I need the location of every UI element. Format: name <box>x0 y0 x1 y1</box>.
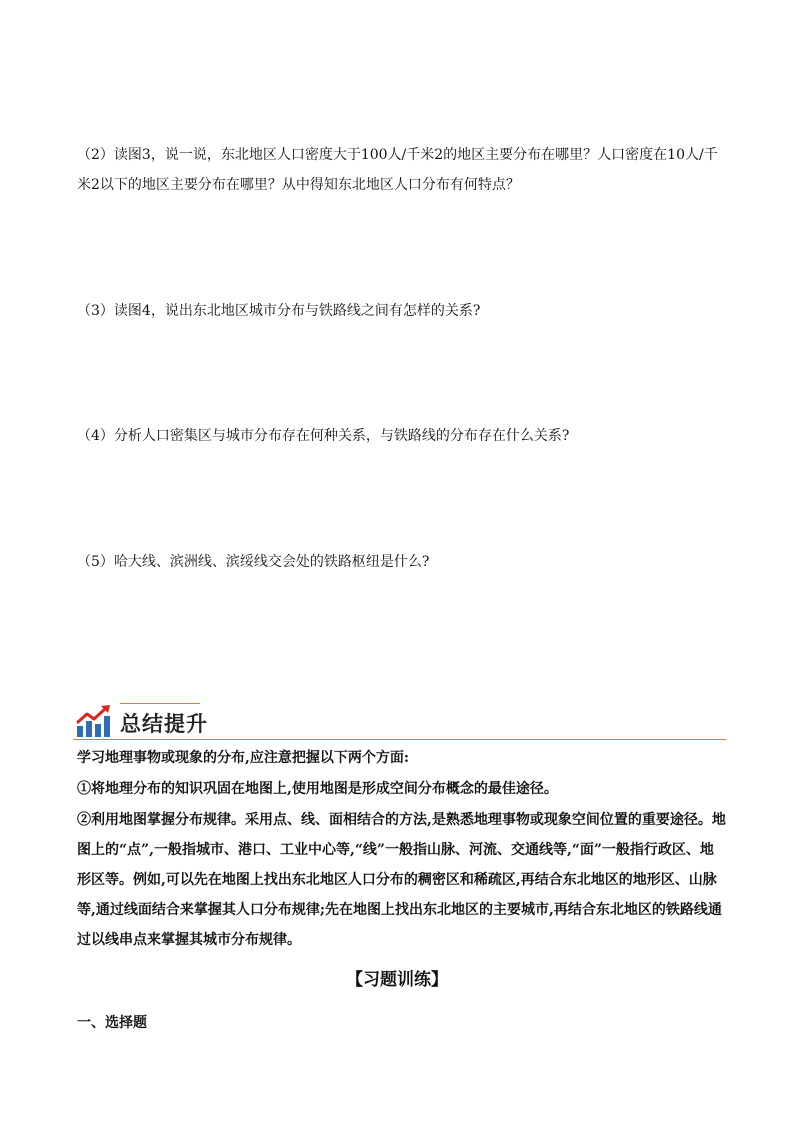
question-3: （3）读图4，说出东北地区城市分布与铁路线之间有怎样的关系? <box>77 303 481 319</box>
summary-bottom-rule <box>73 739 726 740</box>
summary-point-2: ②利用地图掌握分布规律。采用点、线、面相结合的方法,是熟悉地理事物或现象空间位置的重要途径。地图上的“点”,一般指城市、港口、工业中心等,“线”一般指山脉、河流、交通线等,“面”一般指行政区、地形区等。例如,可以先在地图上找出东北地区人口分布的稠密区和稀疏区,再结合东北地区的地形区、山脉等,通过线面结合来掌握其人口分布规律;先在地图上找出东北地区的主要城市,再结合东北地区的铁路线通过以线串点来掌握其城市分布规律。 <box>77 812 726 948</box>
summary-intro: 学习地理事物或现象的分布,应注意把握以下两个方面: <box>77 750 410 766</box>
rising-chart-icon <box>75 704 113 738</box>
question-2: （2）读图3，说一说，东北地区人口密度大于100人/千米2的地区主要分布在哪里？人口密度在10人/千米2以下的地区主要分布在哪里？从中得知东北地区人口分布有何特点？ <box>77 147 718 193</box>
summary-title: 总结提升 <box>120 712 208 736</box>
exercise-title: 【习题训练】 <box>346 970 448 990</box>
section-choice-title: 一、选择题 <box>77 1015 147 1031</box>
summary-header <box>73 700 726 742</box>
question-5: （5）哈大线、滨洲线、滨绥线交会处的铁路枢纽是什么? <box>77 554 430 570</box>
question-4: （4）分析人口密集区与城市分布存在何种关系，与铁路线的分布存在什么关系? <box>77 428 570 444</box>
summary-point-1: ①将地理分布的知识巩固在地图上,使用地图是形成空间分布概念的最佳途径。 <box>77 781 558 797</box>
summary-top-rule <box>120 703 200 704</box>
